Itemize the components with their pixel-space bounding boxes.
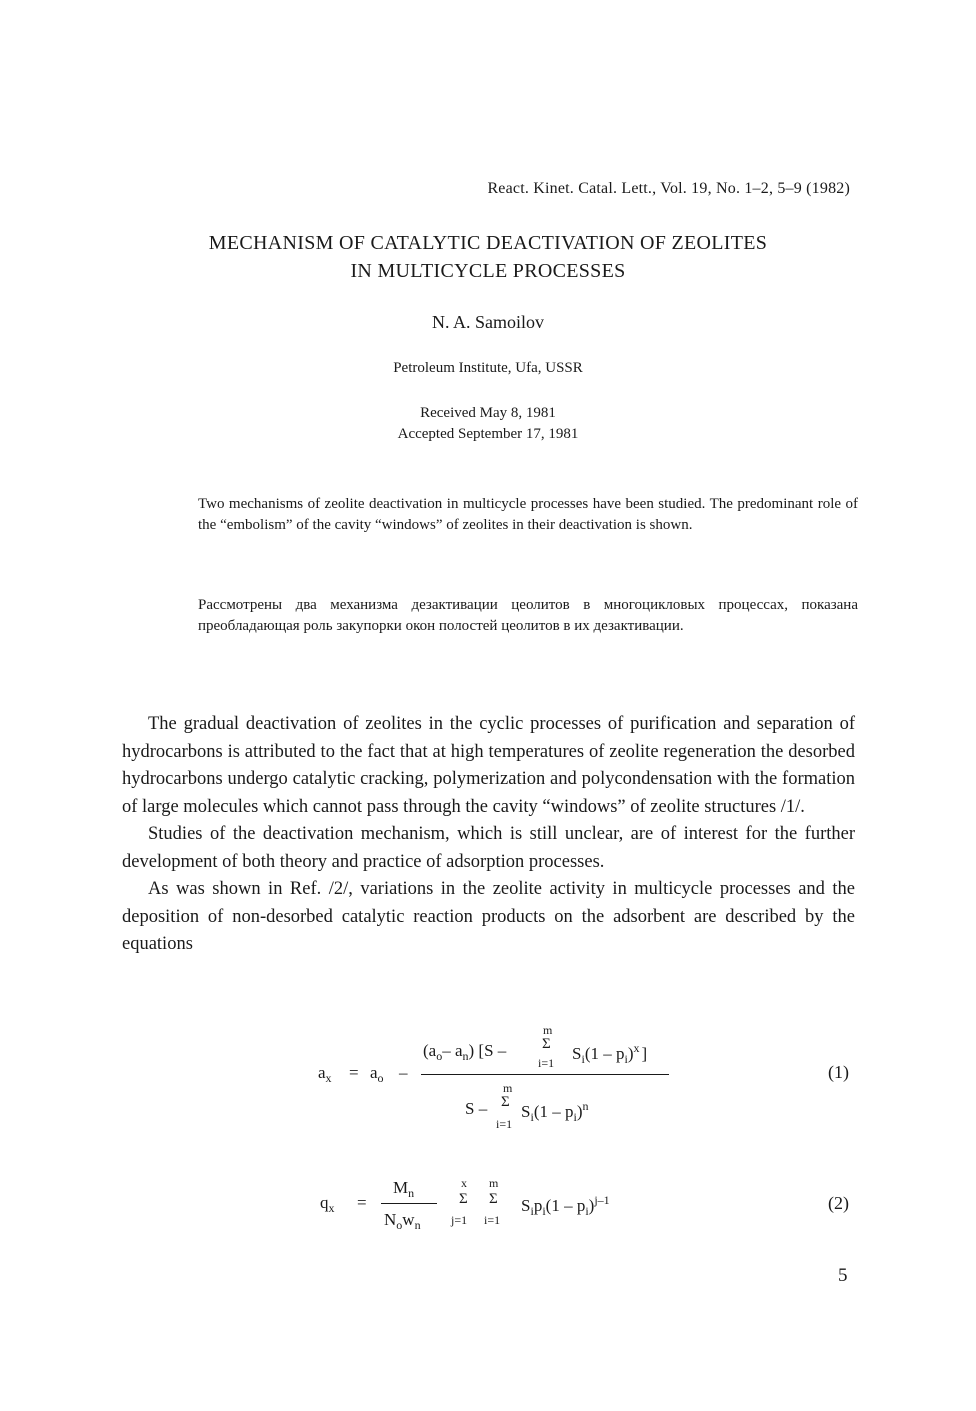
accepted-date: Accepted September 17, 1981 bbox=[397, 426, 579, 442]
eq1-sum-top: m bbox=[543, 1023, 553, 1037]
eq1-den-s: S – bbox=[465, 1099, 488, 1118]
eq1-equals: = bbox=[349, 1063, 359, 1082]
eq1-denominator-right: $S_i(1 - p_i)^n$ bbox=[521, 1099, 589, 1124]
title-line-1: MECHANISM OF CATALYTIC DEACTIVATION OF ZEOLITES bbox=[208, 232, 768, 254]
eq1-sum-bottom: i=1 bbox=[538, 1056, 555, 1070]
eq2-sum2-bottom: i=1 bbox=[484, 1213, 501, 1227]
eq2-fraction-line bbox=[381, 1203, 437, 1204]
abstract-english: Two mechanisms of zeolite deactivation in multicycle processes have been studied. The predominant role of the “embolism” of the cavity “windows” of zeolites in their deactivation is shown. bbox=[198, 496, 858, 533]
eq1-minus: – bbox=[399, 1063, 408, 1082]
author-name: N. A. Samoilov bbox=[431, 312, 544, 332]
eq1-lhs: $a_x$ bbox=[318, 1063, 332, 1085]
paragraph: The gradual deactivation of zeolites in the cyclic processes of purification and separation of hydrocarbons is attributed to the fact that at high temperatures of zeolite regeneration the desorbed hydrocarbons undergo catalytic cracking, polymerization and polycondensation with the formation of large molecules which cannot pass through the cavity “windows” of zeolite structures /1/. bbox=[122, 714, 855, 817]
eq2-equals: = bbox=[357, 1193, 367, 1212]
eq2-sum2-symbol: Σ bbox=[489, 1191, 498, 1207]
eq1-a0: $a_o$ bbox=[370, 1063, 384, 1085]
eq1-sum-symbol: Σ bbox=[542, 1036, 551, 1052]
eq2-sum1-bottom: j=1 bbox=[451, 1213, 468, 1227]
eq1-numerator-left: ($a_o-$ $a_n$) [S – bbox=[423, 1041, 507, 1063]
paragraph: As was shown in Ref. /2/, variations in the zeolite activity in multicycle processes and the deposition of non-desorbed catalytic reaction products on the adsorbent are described by the equations bbox=[122, 879, 855, 954]
page-number: 5 bbox=[838, 1265, 848, 1286]
eq1-fraction-line bbox=[421, 1074, 669, 1075]
eq1-den-sum-top: m bbox=[503, 1081, 513, 1095]
eq1-number: (1) bbox=[828, 1062, 849, 1082]
eq2-sum2-top: m bbox=[489, 1176, 499, 1190]
abstract-russian: Рассмотрены два механизма дезактивации цеолитов в многоцикловых процессах, показана преобладающая роль закупорки окон полостей цеолитов в их дезактивации. bbox=[198, 597, 858, 634]
eq2-numerator: $M_n$ bbox=[393, 1178, 415, 1200]
received-date: Received May 8, 1981 bbox=[420, 405, 556, 421]
eq2-summand: $S_ip_i(1 - p_i)^{j-1}$ bbox=[521, 1193, 610, 1218]
eq1-numerator-right: $S_i(1 - p_i)^x$ ] bbox=[572, 1041, 648, 1066]
eq2-sum1-symbol: Σ bbox=[459, 1191, 468, 1207]
title-line-2: IN MULTICYCLE PROCESSES bbox=[350, 260, 626, 282]
eq1-den-sum-symbol: Σ bbox=[501, 1094, 510, 1110]
eq2-lhs: $q_x$ bbox=[320, 1193, 335, 1215]
author-affiliation: Petroleum Institute, Ufa, USSR bbox=[393, 360, 583, 376]
paragraph: Studies of the deactivation mechanism, which is still unclear, are of interest for the further development of both theory and practice of adsorption processes. bbox=[122, 824, 855, 872]
eq1-den-sum-bottom: i=1 bbox=[496, 1117, 513, 1131]
eq2-sum1-top: x bbox=[461, 1176, 467, 1190]
eq2-denominator: $N_ow_n$ bbox=[384, 1210, 421, 1232]
eq2-number: (2) bbox=[828, 1193, 849, 1213]
journal-reference: React. Kinet. Catal. Lett., Vol. 19, No. 1–2, 5–9 (1982) bbox=[487, 180, 850, 197]
